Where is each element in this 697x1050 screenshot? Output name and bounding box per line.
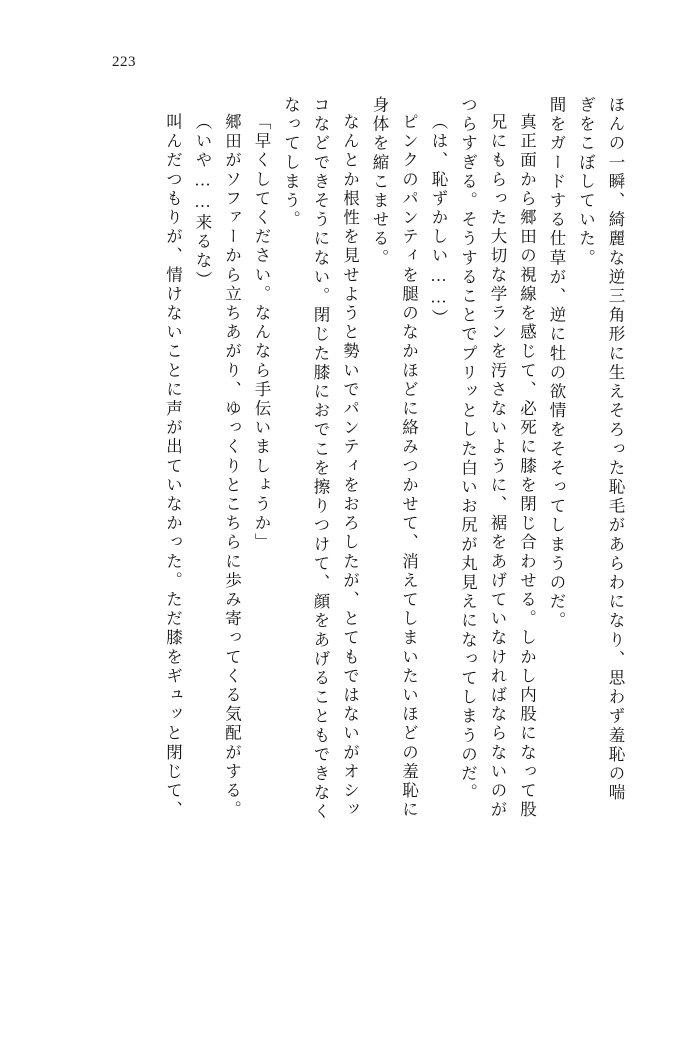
text-line: つらすぎる。そうすることでプリッとした白いお尻が丸見えになってしまうのだ。 [458,96,478,803]
text-line: （いや……来るな） [193,113,212,290]
text-line: 身体を縮こませる。 [370,96,389,268]
page-number: 223 [112,54,136,70]
page-text-body [86,96,623,998]
text-line: なんとか根性を見せようと勢いでパンティをおろしたが、とてもではないがオシッ [340,113,360,820]
text-line: （は、恥ずかしい……） [429,113,448,329]
text-line: なってしまう。 [281,96,301,230]
text-line: 郷田がソファーから立ちあがり、ゆっくりとこちらに歩み寄ってくる気配がする。 [222,113,242,820]
text-line: ぎをこぼしていた。 [576,96,596,268]
text-line: 叫んだつもりが、情けないことに声が出ていなかった。ただ膝をギュッと閉じて、 [163,113,183,820]
text-line: 「早くしてください。なんなら手伝いましょうか」 [252,113,271,553]
text-line: 真正面から郷田の視線を感じて、必死に膝を閉じ合わせる。しかし内股になって股 [517,113,537,820]
text-line: ほんの一瞬、綺麗な逆三角形に生えそろった恥毛があらわになり、思わず羞恥の喘 [606,96,625,803]
text-line: 兄にもらった大切な学ランを汚さないように、裾をあげていなければならないのが [488,113,507,820]
text-line: ピンクのパンティを腿のなかほどに絡みつかせて、消えてしまいたいほどの羞恥に [399,113,419,820]
text-line: コなどできそうにない。閉じた膝におでこを擦りつけて、顔をあげることもできなく [311,96,330,822]
text-line: 間をガードする仕草が、逆に牡の欲情をそそってしまうのだ。 [547,96,566,631]
